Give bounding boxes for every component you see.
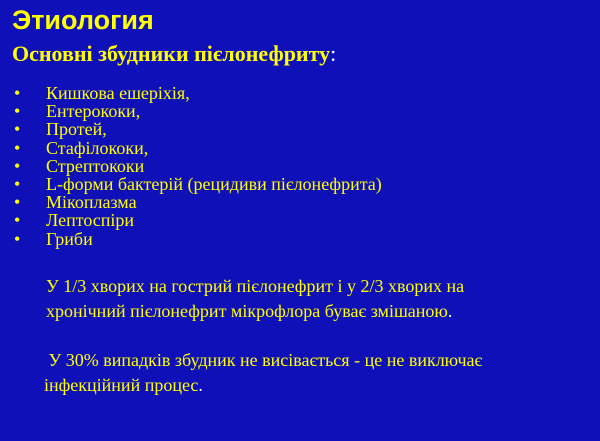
- list-item-text: Ентерококи,: [46, 101, 141, 122]
- paragraph-line: У 1/3 хворих на гострий пієлонефрит і у 2/3 хворих на: [46, 276, 465, 296]
- paragraph-line: У 30% випадків збудник не висівається - це не виключає: [44, 350, 483, 370]
- paragraph-line-text: хронічний пієлонефрит мікрофлора буває змішаною: [46, 301, 448, 321]
- list-item-text: Гриби: [46, 228, 93, 249]
- list-item-text: Мікоплазма: [46, 192, 137, 213]
- bullet-icon: •: [14, 119, 21, 140]
- list-item-text: Кишкова ешеріхія,: [46, 83, 190, 103]
- paragraph-line: [46, 299, 464, 324]
- mixed-flora-paragraph: [46, 274, 464, 324]
- subtitle-text: Основні збудники пієлонефриту: [12, 41, 331, 66]
- subtitle-colon: :: [330, 41, 337, 66]
- list-item-text: Протей,: [46, 119, 107, 140]
- slide-subtitle: [12, 40, 336, 68]
- paragraph-line-text: інфекційний процес: [44, 375, 199, 395]
- list-item-text: L-форми бактерій (рецидиви пієлонефрита): [46, 173, 382, 194]
- bullet-icon: •: [14, 228, 21, 249]
- bullet-icon: •: [14, 101, 21, 122]
- paragraph-period: .: [198, 375, 203, 395]
- bullet-icon: •: [14, 192, 21, 213]
- slide-title: Этиология: [12, 5, 154, 35]
- culture-negative-paragraph: [44, 348, 482, 398]
- bullet-icon: •: [14, 155, 21, 176]
- list-item-text: Стрептококи: [46, 155, 145, 176]
- list-item-text: Лептоспіри: [46, 210, 135, 231]
- bullet-icon: •: [14, 210, 21, 231]
- paragraph-period: .: [447, 301, 453, 321]
- bullet-icon: •: [14, 137, 21, 158]
- bullet-icon: •: [14, 173, 21, 194]
- bullet-icon: •: [14, 83, 21, 103]
- paragraph-line: [44, 373, 482, 398]
- list-item-text: Стафілококи,: [46, 137, 149, 158]
